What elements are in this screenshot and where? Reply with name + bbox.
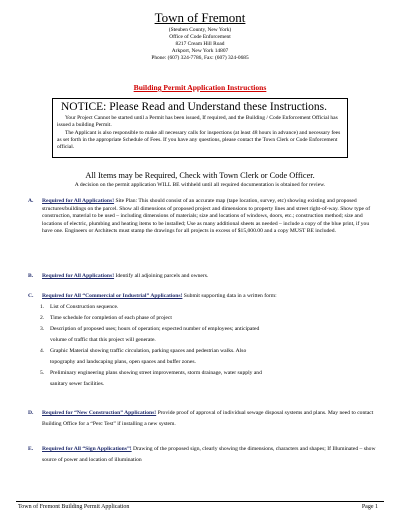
list-item: sanitary sewer facilities.	[50, 380, 105, 387]
list-item: 2. Time schedule for completion of each phase of project	[40, 314, 172, 321]
instructions-heading: Building Permit Application Instructions	[133, 83, 267, 92]
footer-divider	[16, 501, 384, 502]
section-b-letter: B.	[28, 273, 34, 279]
list-item: volume of traffic that this project will generate.	[50, 336, 156, 343]
section-c-requirement: Required for All “Commercial or Industrial” Applications!	[42, 293, 183, 299]
phone-fax-line: Phone: (607) 324-7786, Fax: (607) 324-0685	[151, 55, 249, 62]
notice-paragraph-1: Your Project Cannot be started until a Permit has been issued, If required, and the Building / Code Enforcement Official has issued a building Permit.	[57, 115, 338, 128]
list-item: topography and landscaping plans, open spaces and buffer zones.	[50, 358, 196, 365]
office-address-block	[0, 27, 400, 62]
list-item: 5. Preliminary engineering plans showing street improvements, storm drainage, water supply and	[40, 369, 262, 376]
document-title: Town of Fremont	[154, 10, 246, 25]
list-item: 3. Description of proposed uses; hours of operation; expected number of employees; anticipated	[40, 325, 260, 332]
section-d-body	[42, 408, 380, 430]
section-e-letter: E.	[28, 446, 34, 452]
section-c-text: Submit supporting data in a written form:	[182, 293, 277, 299]
section-d-letter: D.	[28, 410, 34, 416]
section-e-requirement: Required for All “Sign Applications”!	[42, 446, 132, 452]
section-e-body	[42, 444, 380, 466]
section-e-text: Drawing of the proposed sign, clearly showing the dimensions, characters and shapes; If Illuminated – show source of power and location of illumination	[42, 446, 376, 463]
section-d-requirement: Required for “New Construction” Applications!	[42, 410, 157, 416]
section-d-text: Provide proof of approval of individual sewage disposal systems and plans. May need to contact Building Office for a “Perc Test” if installing a new system.	[42, 410, 374, 427]
footer-title: Town of Fremont Building Permit Application	[18, 504, 130, 510]
list-item: 4. Graphic Material showing traffic circulation, parking spaces and pedestrian walks. Also	[40, 347, 247, 354]
list-item: 1. List of Construction sequence.	[40, 303, 119, 310]
page-number: Page 1	[361, 504, 378, 510]
section-e	[28, 444, 380, 466]
section-a-requirement: Required for All Applications!	[42, 198, 115, 204]
section-b-requirement: Required for All Applications!	[42, 273, 115, 279]
section-c-body	[42, 293, 380, 301]
county-line: (Steuben County, New York)	[168, 27, 232, 33]
section-c	[28, 293, 380, 390]
city-line: Arkport, New York 14807	[171, 48, 229, 55]
street-line: 8217 Cream Hill Road	[175, 41, 225, 48]
all-items-notice: All Items may be Required, Check with Town Clerk or Code Officer.	[85, 171, 315, 180]
section-a-text: Site Plan: This should consist of an accurate map (tape location, survey, etc) showing existing and proposed structures/buildings on the parcel. Show all dimensions of proposed project and dimensions to property lines and street right-of-way. Show type of construction, material to be used – including dimensions of materials; size and locations of windows, doors, etc.; construction method; size and locations of electric, plumbing and heating items to be installed; Use as many additional sheets as needed – include a copy of the blue print, if you have one. Engineers or Architects must stamp the drawings for all projects in excess of $15,000.00 and a copy MUST BE included.	[42, 198, 371, 235]
section-d	[28, 408, 380, 430]
office-line: Office of Code Enforcement	[169, 34, 231, 41]
notice-box	[52, 98, 348, 158]
section-a	[28, 198, 380, 236]
section-c-list	[28, 302, 380, 390]
notice-paragraph-2: The Applicant is also responsible to make all necessary calls for inspections (at least 48 hours in advance) and necessary fees as set forth in the appropriate Schedule of Fees. If you have any questions, please contact the Town Clerk or Code Enforcement official.	[57, 130, 341, 150]
section-b-body	[42, 273, 380, 281]
section-c-letter: C.	[28, 293, 34, 299]
section-a-body	[42, 198, 380, 236]
notice-title: NOTICE: Please Read and Understand these Instructions.	[61, 101, 328, 113]
section-a-letter: A.	[28, 198, 34, 204]
section-b	[28, 273, 380, 281]
section-b-text: Identify all adjoining parcels and owners.	[114, 273, 209, 279]
decision-notice: A decision on the permit application WILL BE withheld until all required documentation is obtained for review.	[74, 182, 326, 188]
